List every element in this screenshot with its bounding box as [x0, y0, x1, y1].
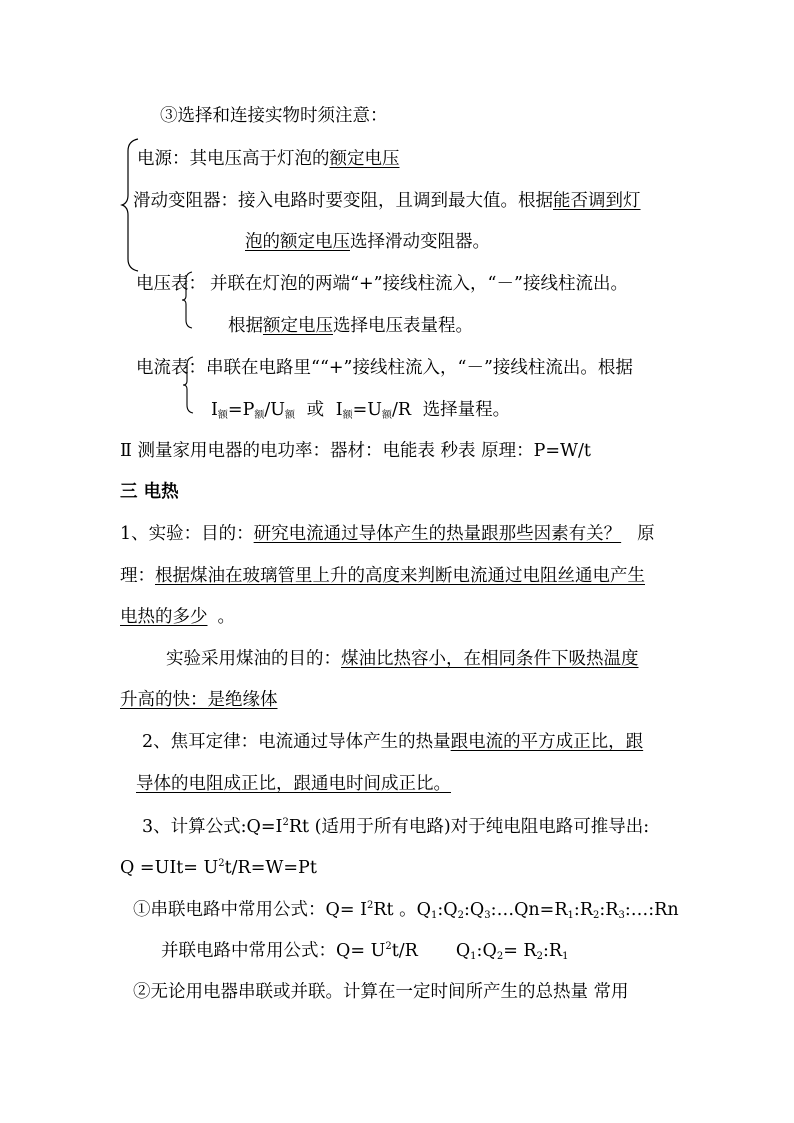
parallel-sup: 2	[385, 941, 392, 952]
series-sub-r2: 2	[593, 910, 600, 921]
parallel-sub-q2: 2	[496, 951, 504, 962]
ammeter-f1-sub1: 额	[217, 410, 228, 421]
parallel-q2: Q	[482, 941, 497, 961]
parallel-mid: t/R	[391, 941, 418, 961]
series-q3: Q	[469, 900, 485, 920]
parallel-colon-2: :	[542, 941, 549, 961]
voltmeter-text: 并联在灯泡的两端“+”接线柱流入，“－”接线柱流出。	[210, 274, 628, 294]
parallel-formula-line	[161, 942, 568, 962]
voltmeter-line-2	[228, 318, 473, 336]
experiment-line-1	[120, 526, 655, 544]
parallel-q: Q	[455, 941, 471, 961]
kerosene-prefix: 实验采用煤油的目的：	[166, 649, 341, 669]
voltmeter-line-1	[136, 276, 628, 294]
formula-prefix: 3、计算公式:Q=I	[142, 817, 283, 837]
ammeter-f1-i: I	[211, 400, 218, 420]
parallel-r-ratio: = R	[503, 941, 537, 961]
voltmeter-label: 电压表：	[136, 274, 206, 294]
experiment-line-3	[120, 609, 235, 627]
joule-law-underlined-2: 导体的电阻成正比，跟通电时间成正比。	[136, 774, 451, 794]
ammeter-f2-i: I	[335, 400, 343, 420]
ammeter-f2-sub1: 额	[342, 410, 353, 421]
power-source-underlined: 额定电压	[329, 149, 400, 169]
power-source-line	[137, 151, 400, 169]
ammeter-f2-eq: =U	[352, 400, 383, 420]
kerosene-line-1	[166, 651, 639, 669]
rheostat-underlined-2: 泡的额定电压	[245, 232, 350, 252]
joule-law-underlined-1: 跟电流的平方成正比，跟	[450, 732, 644, 752]
ammeter-f2-div: /R	[392, 400, 412, 420]
voltmeter-line2-underlined: 额定电压	[263, 316, 333, 336]
formula-line-2	[120, 859, 317, 878]
ammeter-f2-sub2: 额	[382, 410, 393, 421]
household-measure-line: Ⅱ 测量家用电器的电功率：器材：电能表 秒表 原理：P=W/t	[120, 441, 591, 461]
rheostat-label: 滑动变阻器：	[133, 191, 238, 211]
series-prefix: ①串联电路中常用公式：Q= I	[133, 900, 367, 920]
formula-suffix: Rt (适用于所有电路)对于纯电阻电路可推导出:	[288, 817, 650, 837]
series-colon-5: :	[599, 900, 606, 920]
formula-line2-b: t/R=W=Pt	[224, 858, 317, 878]
series-sub-q2: 2	[457, 910, 465, 921]
power-source-text: 其电压高于灯泡的	[189, 149, 330, 169]
parallel-colon-1: :	[476, 941, 483, 961]
series-colon-4: :	[573, 900, 580, 920]
series-sub-r1: 1	[567, 910, 574, 921]
parallel-prefix: 并联电路中常用公式：Q= U	[161, 941, 386, 961]
experiment-line2-prefix: 理：	[120, 566, 155, 586]
kerosene-underlined-2: 升高的快：是绝缘体	[120, 690, 278, 710]
series-ratio-end: …Qn=R	[496, 900, 568, 920]
experiment-line-2	[120, 568, 645, 586]
experiment-line3-underlined: 电热的多少	[120, 607, 208, 627]
ammeter-f1-eq: =P	[227, 400, 255, 420]
ammeter-f1-div: /U	[264, 400, 286, 420]
series-mid: Rt 。Q	[373, 900, 431, 920]
series-formula-line	[133, 901, 679, 921]
ammeter-label: 电流表：	[136, 358, 206, 378]
series-r2: R	[579, 900, 593, 920]
parallel-sub-q1: 1	[470, 951, 477, 962]
ammeter-text: 串联在电路里““+”接线柱流入，“－”接线柱流出。根据	[206, 358, 633, 378]
experiment-prefix: 1、实验：目的：	[120, 524, 254, 544]
experiment-principle-label: 原	[637, 524, 655, 544]
series-colon-6: :	[624, 900, 631, 920]
series-ratio-tail: …:Rn	[630, 900, 679, 920]
experiment-line2-underlined: 根据煤油在玻璃管里上升的高度来判断电流通过电阻丝通电产生	[155, 566, 645, 586]
ammeter-or: 或	[306, 400, 325, 420]
ammeter-formula-line	[211, 402, 510, 421]
ammeter-f1-sub3: 额	[285, 410, 296, 421]
series-sup: 2	[367, 900, 374, 911]
series-colon-2: :	[464, 900, 470, 920]
rheostat-text-end: 选择滑动变阻器。	[350, 232, 490, 252]
experiment-purpose: 研究电流通过导体产生的热量跟那些因素有关？	[253, 524, 622, 544]
total-heat-line: ②无论用电器串联或并联。计算在一定时间所产生的总热量 常用	[133, 982, 629, 1002]
formula-line-1	[142, 818, 649, 837]
parallel-sub-r1: 1	[562, 951, 569, 962]
rheostat-text: 接入电路时要变阻，且调到最大值。根据	[238, 191, 553, 211]
kerosene-line-2	[120, 692, 288, 710]
series-sub-r3: 3	[618, 910, 625, 921]
formula-line2-sup: 2	[218, 858, 225, 869]
select-note-heading: ③选择和连接实物时须注意：	[160, 106, 388, 126]
ammeter-f1-sub2: 额	[254, 410, 265, 421]
parallel-r1: R	[548, 941, 563, 961]
formula-sup: 2	[282, 817, 289, 828]
series-q2: Q	[443, 900, 458, 920]
rheostat-line-1	[133, 193, 641, 211]
series-colon-3: :	[490, 900, 497, 920]
rheostat-underlined-1: 能否调到灯	[553, 191, 641, 211]
series-colon-1: :	[437, 900, 444, 920]
rheostat-line-2	[245, 234, 490, 252]
joule-law-prefix: 2、焦耳定律：电流通过导体产生的热量	[142, 732, 451, 752]
ammeter-line-1	[136, 360, 633, 378]
series-r3: R	[605, 900, 619, 920]
formula-line2-a: Q =UIt= U	[120, 858, 219, 878]
voltmeter-line2-suffix: 选择电压表量程。	[333, 316, 473, 336]
experiment-line3-end: 。	[217, 607, 235, 627]
voltmeter-line2-prefix: 根据	[228, 316, 263, 336]
joule-law-line-1	[142, 734, 643, 752]
parallel-sub-r2: 2	[536, 951, 543, 962]
series-sub-q1: 1	[431, 910, 438, 921]
kerosene-underlined-1: 煤油比热容小，在相同条件下吸热温度	[341, 649, 639, 669]
power-source-label: 电源：	[137, 149, 190, 169]
joule-law-line-2	[136, 776, 451, 794]
section-3-title: 三 电热	[120, 482, 179, 502]
series-sub-q3: 3	[484, 910, 491, 921]
ammeter-f-suffix: 选择量程。	[422, 400, 511, 420]
